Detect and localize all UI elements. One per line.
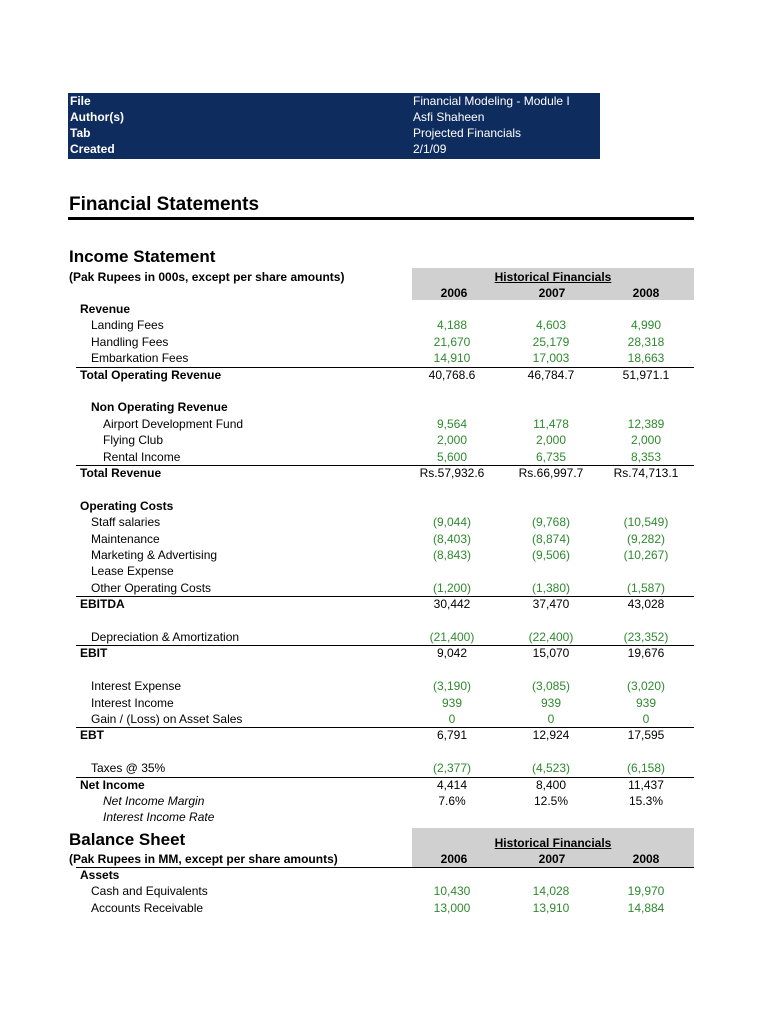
income-value-2006: 21,670 <box>433 334 471 349</box>
income-units-note: (Pak Rupees in 000s, except per share amounts) <box>69 270 345 284</box>
income-year-2006: 2006 <box>440 286 468 300</box>
income-year-2007: 2007 <box>538 286 566 300</box>
income-value-2008: 43,028 <box>627 597 665 612</box>
income-value-2006: 0 <box>448 712 456 726</box>
income-row-label: Total Revenue <box>80 466 162 480</box>
file-info-panel <box>68 93 600 159</box>
income-value-2008: 51,971.1 <box>622 367 670 382</box>
income-value-2007: 46,784.7 <box>527 367 575 382</box>
income-value-2006: 939 <box>441 695 463 710</box>
income-value-2007: 2,000 <box>535 433 567 448</box>
income-value-2006: 7.6% <box>438 794 466 808</box>
author-key: Author(s) <box>70 110 124 124</box>
balance-value-2007: 14,028 <box>532 884 570 899</box>
total-divider <box>76 465 694 466</box>
income-value-2007: (22,400) <box>528 630 574 644</box>
income-value-2007: Rs.66,997.7 <box>518 466 584 480</box>
income-value-2008: (1,587) <box>626 580 666 595</box>
income-row-label: EBIT <box>80 646 108 661</box>
income-value-2006: (9,044) <box>432 515 472 530</box>
income-value-2007: 11,478 <box>533 416 569 431</box>
income-value-2006: 4,414 <box>436 777 468 792</box>
page-title: Financial Statements <box>69 194 260 215</box>
income-value-2008: 19,676 <box>627 646 665 661</box>
income-value-2006: 30,442 <box>433 597 471 612</box>
income-row-label: Taxes @ 35% <box>91 761 166 776</box>
income-value-2006: 14,910 <box>433 351 471 366</box>
tab-key: Tab <box>70 126 91 140</box>
balance-header-divider <box>76 867 694 868</box>
income-value-2007: (8,874) <box>531 531 571 546</box>
income-row-label: Total Operating Revenue <box>80 367 222 382</box>
income-value-2008: 939 <box>635 695 657 710</box>
income-value-2007: 17,003 <box>532 351 570 366</box>
tab-value: Projected Financials <box>413 126 522 140</box>
income-value-2007: (4,523) <box>531 761 571 776</box>
income-row-label: Airport Development Fund <box>103 416 244 431</box>
balance-year-2007: 2007 <box>538 852 566 866</box>
income-row-label: Landing Fees <box>91 318 164 333</box>
balance-value-2008: 14,884 <box>627 900 665 915</box>
created-key: Created <box>70 142 115 156</box>
income-value-2007: 37,470 <box>532 597 570 612</box>
income-row-label: Rental Income <box>103 449 181 464</box>
income-value-2006: 40,768.6 <box>428 367 476 382</box>
balance-sheet-heading: Balance Sheet <box>69 830 186 849</box>
income-row-label: Gain / (Loss) on Asset Sales <box>91 712 243 726</box>
author-value: Asfi Shaheen <box>413 110 485 124</box>
income-value-2008: 17,595 <box>627 728 665 743</box>
balance-row-label: Cash and Equivalents <box>91 884 208 899</box>
income-row-label: Net Income <box>80 777 145 792</box>
income-value-2007: 12,924 <box>532 728 570 743</box>
income-value-2007: (1,380) <box>531 580 571 595</box>
income-row-label: Operating Costs <box>80 498 174 513</box>
income-row-label: EBT <box>80 728 104 743</box>
balance-hist-label: Historical Financials <box>494 836 612 850</box>
income-row-label: Lease Expense <box>91 564 174 579</box>
income-value-2007: 939 <box>540 695 562 710</box>
income-value-2006: 4,188 <box>436 318 468 333</box>
balance-value-2006: 10,430 <box>433 884 471 899</box>
income-value-2007: 4,603 <box>535 318 567 333</box>
income-row-label: Other Operating Costs <box>91 580 212 595</box>
income-value-2006: (8,843) <box>432 548 472 562</box>
income-value-2007: 12.5% <box>533 794 569 808</box>
income-value-2006: 5,600 <box>436 449 468 464</box>
file-value: Financial Modeling - Module I <box>413 94 570 108</box>
balance-value-2006: 13,000 <box>433 900 471 915</box>
income-value-2008: 8,353 <box>630 449 662 464</box>
income-value-2006: (8,403) <box>432 531 472 546</box>
income-value-2006: 9,564 <box>436 416 468 431</box>
income-row-label: Depreciation & Amortization <box>91 630 240 644</box>
income-value-2007: (3,085) <box>531 679 571 694</box>
income-value-2008: (23,352) <box>623 630 669 644</box>
income-value-2008: 11,437 <box>628 777 664 792</box>
income-value-2008: 4,990 <box>630 318 662 333</box>
balance-year-2006: 2006 <box>440 852 468 866</box>
income-value-2008: (10,549) <box>623 515 669 530</box>
income-value-2008: 15.3% <box>628 794 664 808</box>
total-divider <box>76 777 694 778</box>
income-value-2007: 15,070 <box>532 646 570 661</box>
income-value-2008: 28,318 <box>627 334 665 349</box>
created-value: 2/1/09 <box>413 142 447 156</box>
balance-value-2007: 13,910 <box>532 900 570 915</box>
income-hist-label: Historical Financials <box>494 270 612 284</box>
income-value-2006: 2,000 <box>436 433 468 448</box>
balance-year-2008: 2008 <box>632 852 660 866</box>
income-value-2007: 0 <box>547 712 555 726</box>
income-value-2007: 6,735 <box>535 449 567 464</box>
income-value-2006: 9,042 <box>436 646 468 661</box>
balance-value-2008: 19,970 <box>627 884 665 899</box>
income-value-2008: (6,158) <box>626 761 666 776</box>
income-value-2006: 6,791 <box>436 728 468 743</box>
income-value-2008: (10,267) <box>623 548 669 562</box>
income-row-label: Net Income Margin <box>103 794 205 808</box>
income-value-2006: (2,377) <box>432 761 472 776</box>
income-year-2008: 2008 <box>632 286 660 300</box>
income-row-label: Handling Fees <box>91 334 169 349</box>
income-row-label: Staff salaries <box>91 515 161 530</box>
title-divider <box>68 217 694 220</box>
income-row-label: Interest Income Rate <box>103 810 215 825</box>
income-row-label: Non Operating Revenue <box>91 400 228 415</box>
file-key: File <box>70 94 91 108</box>
balance-units-note: (Pak Rupees in MM, except per share amounts) <box>69 852 338 866</box>
income-value-2007: (9,768) <box>531 515 571 530</box>
income-row-label: Revenue <box>80 302 131 316</box>
total-divider <box>76 727 694 728</box>
income-row-label: Maintenance <box>91 531 160 546</box>
income-value-2006: Rs.57,932.6 <box>419 466 485 480</box>
income-row-label: Flying Club <box>103 433 164 448</box>
income-value-2007: 8,400 <box>535 777 567 792</box>
income-value-2006: (3,190) <box>432 679 472 694</box>
income-value-2008: (9,282) <box>626 531 666 546</box>
income-value-2008: (3,020) <box>626 679 666 694</box>
income-row-label: Interest Income <box>91 695 174 710</box>
income-row-label: Embarkation Fees <box>91 351 189 366</box>
income-row-label: Interest Expense <box>91 679 182 694</box>
income-value-2007: 25,179 <box>532 334 570 349</box>
income-value-2008: 12,389 <box>627 416 665 431</box>
balance-row-label: Assets <box>80 868 120 882</box>
income-value-2008: Rs.74,713.1 <box>613 466 679 480</box>
income-value-2007: (9,506) <box>531 548 571 562</box>
income-row-label: EBITDA <box>80 597 125 612</box>
total-divider <box>76 645 694 646</box>
income-statement-heading: Income Statement <box>69 247 216 266</box>
income-value-2008: 18,663 <box>627 351 665 366</box>
income-value-2008: 2,000 <box>630 433 662 448</box>
balance-row-label: Accounts Receivable <box>91 900 204 915</box>
income-row-label: Marketing & Advertising <box>91 548 218 562</box>
total-divider <box>76 596 694 597</box>
income-value-2008: 0 <box>642 712 650 726</box>
income-value-2006: (21,400) <box>429 630 475 644</box>
income-value-2006: (1,200) <box>432 580 472 595</box>
